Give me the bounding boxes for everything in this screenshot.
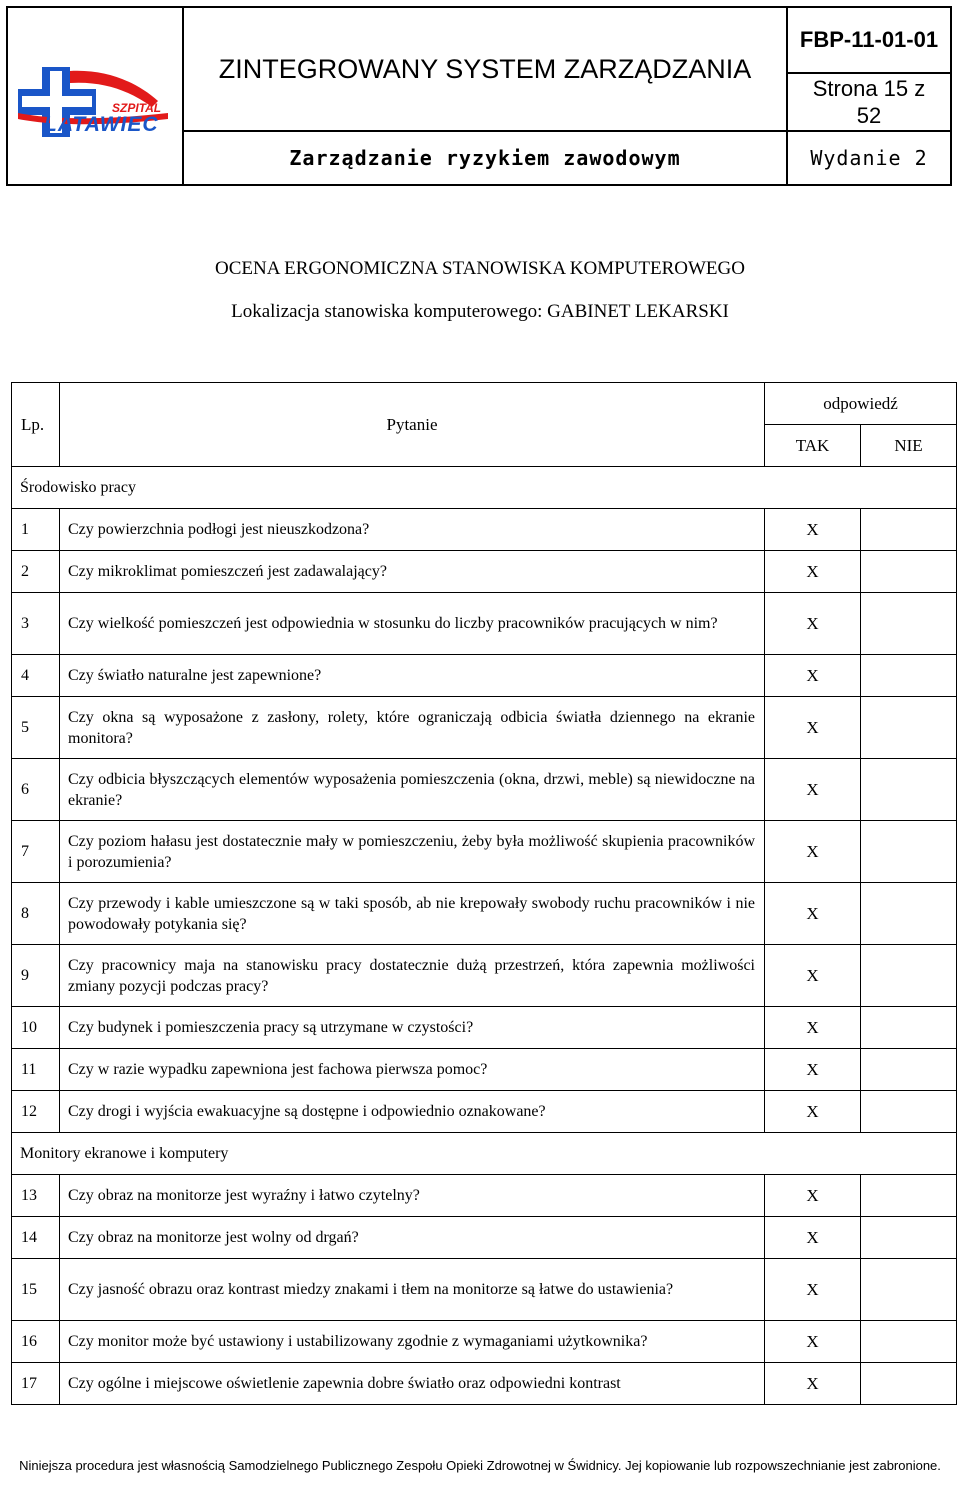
- answer-yes-cell: X: [765, 1091, 861, 1133]
- answer-no-cell: [861, 1175, 957, 1217]
- footer-notice: Niniejsza procedura jest własnością Samodzielnego Publicznego Zespołu Opieki Zdrowotnej w Świdnicy. Jej kopiowanie lub rozpowszechnianie jest zabronione.: [19, 1458, 941, 1473]
- question-text: Czy powierzchnia podłogi jest nieuszkodzona?: [60, 509, 765, 551]
- document-header: [6, 6, 952, 184]
- row-number: 3: [12, 593, 60, 655]
- page-total: 52: [856, 103, 882, 128]
- answer-yes-cell: X: [765, 1363, 861, 1405]
- question-text: Czy obraz na monitorze jest wyraźny i łatwo czytelny?: [60, 1175, 765, 1217]
- question-text: Czy budynek i pomieszczenia pracy są utrzymane w czystości?: [60, 1007, 765, 1049]
- section-header-row: [12, 1133, 957, 1175]
- row-number: 2: [12, 551, 60, 593]
- section-header-row: [12, 467, 957, 509]
- table-row: [12, 1091, 957, 1133]
- document-title: Zarządzanie ryzykiem zawodowym: [183, 131, 787, 185]
- table-row: [12, 551, 957, 593]
- table-row: [12, 1175, 957, 1217]
- table-row: [12, 759, 957, 821]
- question-text: Czy przewody i kable umieszczone są w taki sposób, ab nie krepowały swobody ruchu pracowników i nie powodowały potykania się?: [60, 883, 765, 945]
- row-number: 12: [12, 1091, 60, 1133]
- column-header-yes: TAK: [765, 425, 861, 467]
- logo-big-text: LATAWIEC: [44, 113, 159, 136]
- question-text: Czy pracownicy maja na stanowisku pracy dostatecznie dużą przestrzeń, która zapewnia możliwości zmiany pozycji podczas pracy?: [60, 945, 765, 1007]
- document-code: FBP-11-01-01: [787, 7, 951, 73]
- answer-no-cell: [861, 821, 957, 883]
- answer-yes-cell: X: [765, 551, 861, 593]
- answer-yes-cell: X: [765, 655, 861, 697]
- table-row: [12, 1363, 957, 1405]
- row-number: 13: [12, 1175, 60, 1217]
- answer-yes-cell: X: [765, 1049, 861, 1091]
- answer-no-cell: [861, 1363, 957, 1405]
- system-title: ZINTEGROWANY SYSTEM ZARZĄDZANIA: [183, 7, 787, 131]
- question-text: Czy jasność obrazu oraz kontrast miedzy znakami i tłem na monitorze są łatwe do ustawienia?: [60, 1259, 765, 1321]
- answer-yes-cell: X: [765, 883, 861, 945]
- question-text: Czy odbicia błyszczących elementów wyposażenia pomieszczenia (okna, drzwi, meble) są niewidoczne na ekranie?: [60, 759, 765, 821]
- table-row: [12, 1217, 957, 1259]
- question-text: Czy w razie wypadku zapewniona jest fachowa pierwsza pomoc?: [60, 1049, 765, 1091]
- answer-yes-cell: X: [765, 1259, 861, 1321]
- answer-yes-cell: X: [765, 1217, 861, 1259]
- column-header-question: Pytanie: [60, 383, 765, 467]
- answer-no-cell: [861, 883, 957, 945]
- row-number: 16: [12, 1321, 60, 1363]
- questionnaire-table: [11, 382, 957, 1405]
- row-number: 17: [12, 1363, 60, 1405]
- form-title: OCENA ERGONOMICZNA STANOWISKA KOMPUTEROWEGO: [215, 258, 745, 279]
- table-row: [12, 945, 957, 1007]
- column-header-no: NIE: [861, 425, 957, 467]
- question-text: Czy poziom hałasu jest dostatecznie mały w pomieszczeniu, żeby była możliwość skupienia pracowników i porozumienia?: [60, 821, 765, 883]
- answer-yes-cell: X: [765, 1007, 861, 1049]
- answer-yes-cell: X: [765, 509, 861, 551]
- answer-no-cell: [861, 1321, 957, 1363]
- row-number: 11: [12, 1049, 60, 1091]
- answer-yes-cell: X: [765, 759, 861, 821]
- table-row: [12, 883, 957, 945]
- column-header-answer: odpowiedź: [765, 383, 957, 425]
- row-number: 7: [12, 821, 60, 883]
- table-row: [12, 1007, 957, 1049]
- answer-no-cell: [861, 759, 957, 821]
- row-number: 15: [12, 1259, 60, 1321]
- question-text: Czy ogólne i miejscowe oświetlenie zapewnia dobre światło oraz odpowiedni kontrast: [60, 1363, 765, 1405]
- hospital-logo: [8, 9, 180, 183]
- question-text: Czy wielkość pomieszczeń jest odpowiednia w stosunku do liczby pracowników pracujących w nim?: [60, 593, 765, 655]
- answer-no-cell: [861, 1049, 957, 1091]
- answer-no-cell: [861, 593, 957, 655]
- answer-yes-cell: X: [765, 697, 861, 759]
- answer-yes-cell: X: [765, 945, 861, 1007]
- row-number: 9: [12, 945, 60, 1007]
- answer-yes-cell: X: [765, 821, 861, 883]
- hospital-logo-icon: [8, 9, 180, 183]
- table-row: [12, 1321, 957, 1363]
- answer-no-cell: [861, 697, 957, 759]
- table-row: [12, 1049, 957, 1091]
- question-text: Czy drogi i wyjścia ewakuacyjne są dostępne i odpowiednio oznakowane?: [60, 1091, 765, 1133]
- answer-no-cell: [861, 1091, 957, 1133]
- section-title: Środowisko pracy: [12, 467, 957, 509]
- answer-no-cell: [861, 1259, 957, 1321]
- row-number: 1: [12, 509, 60, 551]
- table-row: [12, 1259, 957, 1321]
- table-header-row: [12, 383, 957, 425]
- page-label: Strona 15 z: [812, 76, 926, 101]
- answer-no-cell: [861, 655, 957, 697]
- question-text: Czy okna są wyposażone z zasłony, rolety, które ograniczają odbicia światła dziennego na ekranie monitora?: [60, 697, 765, 759]
- row-number: 4: [12, 655, 60, 697]
- table-row: [12, 593, 957, 655]
- table-row: [12, 821, 957, 883]
- row-number: 10: [12, 1007, 60, 1049]
- answer-yes-cell: X: [765, 1175, 861, 1217]
- question-text: Czy monitor może być ustawiony i ustabilizowany zgodnie z wymaganiami użytkownika?: [60, 1321, 765, 1363]
- table-row: [12, 655, 957, 697]
- table-row: [12, 509, 957, 551]
- question-text: Czy obraz na monitorze jest wolny od drgań?: [60, 1217, 765, 1259]
- edition-label: Wydanie 2: [787, 131, 951, 185]
- row-number: 14: [12, 1217, 60, 1259]
- section-title: Monitory ekranowe i komputery: [12, 1133, 957, 1175]
- row-number: 6: [12, 759, 60, 821]
- answer-no-cell: [861, 945, 957, 1007]
- row-number: 8: [12, 883, 60, 945]
- question-text: Czy mikroklimat pomieszczeń jest zadawalający?: [60, 551, 765, 593]
- column-header-lp: Lp.: [12, 383, 60, 467]
- answer-no-cell: [861, 1217, 957, 1259]
- row-number: 5: [12, 697, 60, 759]
- question-text: Czy światło naturalne jest zapewnione?: [60, 655, 765, 697]
- answer-yes-cell: X: [765, 593, 861, 655]
- answer-no-cell: [861, 551, 957, 593]
- table-row: [12, 697, 957, 759]
- answer-no-cell: [861, 509, 957, 551]
- answer-no-cell: [861, 1007, 957, 1049]
- page-number: [787, 73, 951, 131]
- logo-small-text: SZPITAL: [112, 101, 162, 115]
- answer-yes-cell: X: [765, 1321, 861, 1363]
- logo-cell: [7, 7, 183, 185]
- location-title: Lokalizacja stanowiska komputerowego: GABINET LEKARSKI: [231, 301, 729, 322]
